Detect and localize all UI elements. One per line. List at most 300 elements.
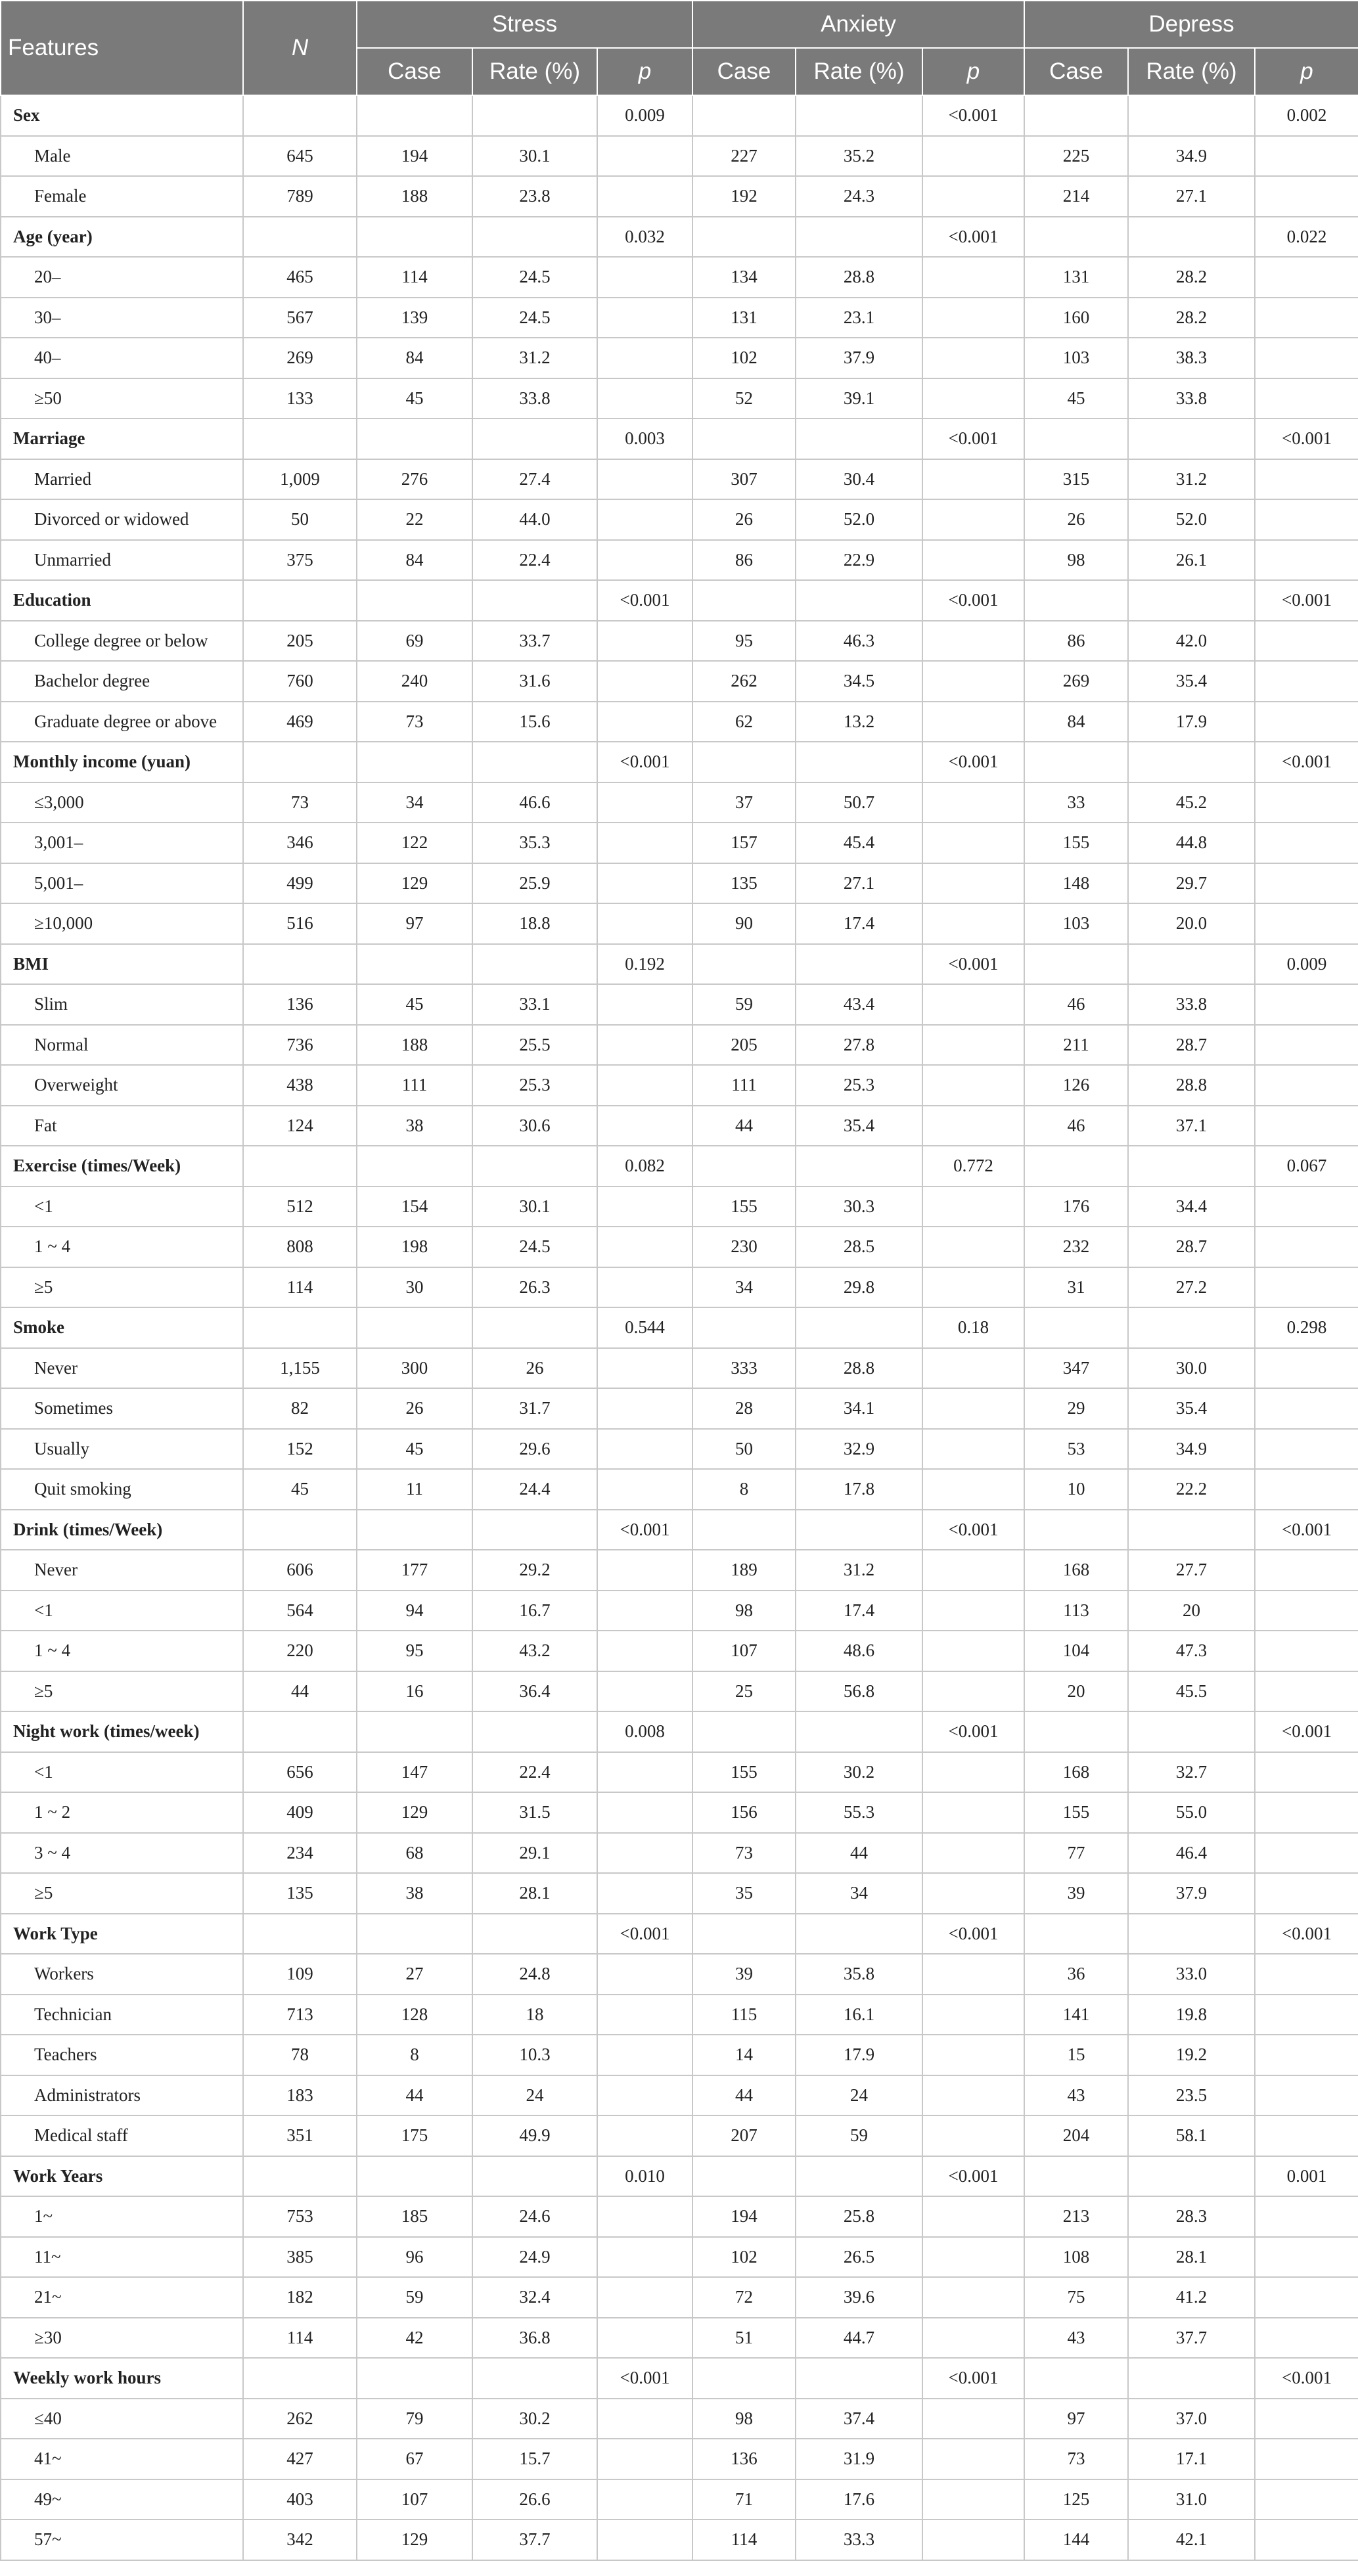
cell-stress-case: 16 — [357, 1671, 472, 1712]
table-row — [1, 1995, 1358, 2035]
cell-depress-case: 103 — [1024, 903, 1128, 944]
cell-stress-case: 73 — [357, 702, 472, 742]
cell-depress-case: 86 — [1024, 621, 1128, 662]
row-label: Weekly work hours — [1, 2358, 243, 2399]
cell-depress-rate: 41.2 — [1128, 2277, 1255, 2318]
row-label: 3 ~ 4 — [1, 1833, 243, 1874]
cell-anxiety-p: <0.001 — [922, 742, 1024, 782]
cell-stress-p — [597, 1954, 692, 1995]
category-row — [1, 2358, 1358, 2399]
header-group-depress: Depress — [1024, 1, 1358, 48]
cell-stress-rate: 28.1 — [472, 1873, 597, 1914]
cell-stress-case: 188 — [357, 1025, 472, 1066]
row-label: 21~ — [1, 2277, 243, 2318]
cell-stress-case: 194 — [357, 136, 472, 177]
cell-anxiety-rate: 24 — [796, 2075, 922, 2116]
row-label: Night work (times/week) — [1, 1711, 243, 1752]
cell-stress-p — [597, 2196, 692, 2237]
cell-n: 269 — [243, 338, 357, 378]
cell-stress-p: 0.544 — [597, 1307, 692, 1348]
cell-depress-rate: 37.9 — [1128, 1873, 1255, 1914]
cell-stress-p — [597, 1388, 692, 1429]
cell-anxiety-p — [922, 499, 1024, 540]
cell-depress-case: 204 — [1024, 2115, 1128, 2156]
cell-depress-p — [1255, 1267, 1358, 1308]
cell-depress-rate: 52.0 — [1128, 499, 1255, 540]
cell-anxiety-p: 0.772 — [922, 1146, 1024, 1186]
cell-anxiety-case: 114 — [692, 2520, 796, 2560]
cell-stress-p: 0.032 — [597, 217, 692, 258]
cell-stress-p — [597, 1469, 692, 1510]
cell-depress-case — [1024, 944, 1128, 985]
cell-n: 736 — [243, 1025, 357, 1066]
cell-n — [243, 580, 357, 621]
cell-depress-rate: 38.3 — [1128, 338, 1255, 378]
cell-stress-rate: 26.6 — [472, 2479, 597, 2520]
cell-anxiety-case: 134 — [692, 257, 796, 298]
table-row — [1, 863, 1358, 904]
cell-depress-p — [1255, 2196, 1358, 2237]
cell-anxiety-p — [922, 1833, 1024, 1874]
cell-stress-rate — [472, 1914, 597, 1955]
cell-anxiety-p: <0.001 — [922, 1510, 1024, 1550]
cell-depress-case: 168 — [1024, 1550, 1128, 1591]
cell-depress-case: 104 — [1024, 1631, 1128, 1671]
cell-stress-p — [597, 459, 692, 500]
cell-depress-case: 84 — [1024, 702, 1128, 742]
cell-stress-rate: 25.3 — [472, 1065, 597, 1106]
cell-stress-p: 0.003 — [597, 418, 692, 459]
cell-depress-rate: 42.0 — [1128, 621, 1255, 662]
cell-depress-p — [1255, 1550, 1358, 1591]
cell-anxiety-p — [922, 1065, 1024, 1106]
cell-depress-case: 36 — [1024, 1954, 1128, 1995]
cell-anxiety-rate: 34.1 — [796, 1388, 922, 1429]
cell-stress-case: 96 — [357, 2237, 472, 2278]
cell-stress-case — [357, 2156, 472, 2197]
cell-anxiety-p: <0.001 — [922, 1711, 1024, 1752]
cell-stress-rate — [472, 2358, 597, 2399]
cell-anxiety-p — [922, 2115, 1024, 2156]
cell-depress-p: <0.001 — [1255, 1914, 1358, 1955]
cell-depress-rate: 46.4 — [1128, 1833, 1255, 1874]
cell-depress-p — [1255, 661, 1358, 702]
cell-depress-p — [1255, 1995, 1358, 2035]
cell-stress-p — [597, 2115, 692, 2156]
cell-anxiety-p: <0.001 — [922, 580, 1024, 621]
cell-depress-case: 103 — [1024, 338, 1128, 378]
cell-anxiety-case — [692, 95, 796, 136]
cell-n: 262 — [243, 2399, 357, 2439]
cell-n — [243, 1510, 357, 1550]
header-group-anxiety: Anxiety — [692, 1, 1024, 48]
cell-stress-rate: 30.1 — [472, 136, 597, 177]
cell-n: 133 — [243, 378, 357, 419]
cell-anxiety-case: 34 — [692, 1267, 796, 1308]
row-label: <1 — [1, 1591, 243, 1631]
cell-anxiety-case: 194 — [692, 2196, 796, 2237]
cell-stress-case: 114 — [357, 257, 472, 298]
cell-anxiety-case: 107 — [692, 1631, 796, 1671]
cell-anxiety-p — [922, 2277, 1024, 2318]
cell-depress-case — [1024, 1711, 1128, 1752]
cell-stress-p — [597, 1429, 692, 1470]
cell-depress-p: 0.067 — [1255, 1146, 1358, 1186]
cell-anxiety-rate: 13.2 — [796, 702, 922, 742]
row-label: <1 — [1, 1186, 243, 1227]
cell-depress-case: 43 — [1024, 2075, 1128, 2116]
cell-depress-rate — [1128, 95, 1255, 136]
cell-n — [243, 2358, 357, 2399]
cell-stress-p — [597, 2318, 692, 2359]
cell-anxiety-rate: 35.8 — [796, 1954, 922, 1995]
cell-stress-p — [597, 702, 692, 742]
cell-anxiety-p — [922, 1752, 1024, 1793]
cell-depress-case: 141 — [1024, 1995, 1128, 2035]
cell-stress-case: 42 — [357, 2318, 472, 2359]
cell-anxiety-case — [692, 742, 796, 782]
cell-anxiety-p — [922, 1995, 1024, 2035]
cell-depress-case: 347 — [1024, 1348, 1128, 1389]
row-label: Graduate degree or above — [1, 702, 243, 742]
cell-depress-rate: 34.9 — [1128, 136, 1255, 177]
cell-anxiety-case: 307 — [692, 459, 796, 500]
row-label: 1~ — [1, 2196, 243, 2237]
cell-anxiety-p — [922, 1469, 1024, 1510]
cell-stress-p — [597, 2075, 692, 2116]
cell-depress-p — [1255, 1065, 1358, 1106]
cell-depress-case: 31 — [1024, 1267, 1128, 1308]
cell-anxiety-rate: 17.9 — [796, 2035, 922, 2075]
cell-stress-case: 129 — [357, 2520, 472, 2560]
cell-stress-rate: 49.9 — [472, 2115, 597, 2156]
cell-depress-case: 53 — [1024, 1429, 1128, 1470]
cell-stress-rate: 24.5 — [472, 298, 597, 338]
cell-depress-p — [1255, 1792, 1358, 1833]
cell-stress-case: 147 — [357, 1752, 472, 1793]
table-row — [1, 2479, 1358, 2520]
cell-depress-p — [1255, 1591, 1358, 1631]
cell-stress-case: 122 — [357, 823, 472, 863]
cell-stress-p — [597, 1833, 692, 1874]
table-row — [1, 2399, 1358, 2439]
header-depress-rate: Rate (%) — [1128, 48, 1255, 95]
cell-depress-rate: 19.2 — [1128, 2035, 1255, 2075]
cell-n: 409 — [243, 1792, 357, 1833]
cell-anxiety-rate — [796, 1711, 922, 1752]
cell-stress-case — [357, 944, 472, 985]
cell-stress-p — [597, 2237, 692, 2278]
cell-anxiety-p — [922, 2196, 1024, 2237]
cell-depress-p — [1255, 2318, 1358, 2359]
cell-depress-rate — [1128, 217, 1255, 258]
cell-depress-rate: 31.2 — [1128, 459, 1255, 500]
cell-depress-rate: 33.8 — [1128, 378, 1255, 419]
cell-depress-rate — [1128, 742, 1255, 782]
cell-depress-rate: 35.4 — [1128, 1388, 1255, 1429]
category-row — [1, 944, 1358, 985]
cell-n — [243, 217, 357, 258]
row-label: 3,001– — [1, 823, 243, 863]
cell-depress-rate — [1128, 1711, 1255, 1752]
cell-depress-rate — [1128, 2358, 1255, 2399]
cell-n: 1,009 — [243, 459, 357, 500]
cell-depress-case: 26 — [1024, 499, 1128, 540]
cell-anxiety-rate: 39.6 — [796, 2277, 922, 2318]
header-stress-rate: Rate (%) — [472, 48, 597, 95]
cell-stress-p — [597, 1227, 692, 1267]
table-row — [1, 2115, 1358, 2156]
table-row — [1, 1752, 1358, 1793]
category-row — [1, 580, 1358, 621]
cell-n: 645 — [243, 136, 357, 177]
row-label: Female — [1, 176, 243, 217]
cell-stress-rate — [472, 1711, 597, 1752]
table-row — [1, 1671, 1358, 1712]
cell-depress-p — [1255, 2439, 1358, 2479]
cell-depress-rate: 37.1 — [1128, 1106, 1255, 1146]
cell-depress-p — [1255, 863, 1358, 904]
row-label: 1 ~ 4 — [1, 1227, 243, 1267]
cell-stress-case: 97 — [357, 903, 472, 944]
cell-depress-case: 15 — [1024, 2035, 1128, 2075]
cell-depress-rate: 33.8 — [1128, 984, 1255, 1025]
cell-anxiety-case: 156 — [692, 1792, 796, 1833]
cell-stress-rate: 27.4 — [472, 459, 597, 500]
cell-anxiety-case — [692, 2358, 796, 2399]
row-label: ≥5 — [1, 1671, 243, 1712]
cell-depress-case — [1024, 217, 1128, 258]
cell-anxiety-rate: 31.2 — [796, 1550, 922, 1591]
row-label: Male — [1, 136, 243, 177]
cell-depress-rate: 29.7 — [1128, 863, 1255, 904]
cell-depress-rate: 58.1 — [1128, 2115, 1255, 2156]
cell-stress-p — [597, 2479, 692, 2520]
cell-depress-p — [1255, 1671, 1358, 1712]
cell-depress-p — [1255, 1469, 1358, 1510]
cell-depress-rate: 23.5 — [1128, 2075, 1255, 2116]
category-row — [1, 418, 1358, 459]
cell-anxiety-case: 115 — [692, 1995, 796, 2035]
cell-anxiety-case: 50 — [692, 1429, 796, 1470]
cell-stress-case: 44 — [357, 2075, 472, 2116]
cell-anxiety-rate — [796, 2156, 922, 2197]
cell-depress-case: 176 — [1024, 1186, 1128, 1227]
cell-anxiety-p — [922, 903, 1024, 944]
cell-stress-rate: 32.4 — [472, 2277, 597, 2318]
row-label: 57~ — [1, 2520, 243, 2560]
cell-stress-rate: 26 — [472, 1348, 597, 1389]
row-label: Unmarried — [1, 540, 243, 581]
cell-anxiety-p — [922, 338, 1024, 378]
cell-stress-p — [597, 298, 692, 338]
cell-anxiety-case: 157 — [692, 823, 796, 863]
cell-depress-case: 126 — [1024, 1065, 1128, 1106]
table-row — [1, 984, 1358, 1025]
cell-stress-case: 177 — [357, 1550, 472, 1591]
cell-stress-p: 0.009 — [597, 95, 692, 136]
cell-n: 789 — [243, 176, 357, 217]
cell-depress-rate: 33.0 — [1128, 1954, 1255, 1995]
cell-depress-case — [1024, 580, 1128, 621]
cell-anxiety-case: 72 — [692, 2277, 796, 2318]
category-row — [1, 1510, 1358, 1550]
row-label: Technician — [1, 1995, 243, 2035]
cell-depress-rate: 28.3 — [1128, 2196, 1255, 2237]
table-row — [1, 540, 1358, 581]
cell-anxiety-case: 44 — [692, 1106, 796, 1146]
cell-stress-p — [597, 338, 692, 378]
row-label: ≥10,000 — [1, 903, 243, 944]
cell-stress-rate: 26.3 — [472, 1267, 597, 1308]
cell-anxiety-p — [922, 863, 1024, 904]
cell-stress-case: 8 — [357, 2035, 472, 2075]
cell-stress-case: 84 — [357, 540, 472, 581]
cell-anxiety-rate — [796, 580, 922, 621]
cell-depress-rate: 35.4 — [1128, 661, 1255, 702]
cell-stress-rate: 24 — [472, 2075, 597, 2116]
table-row — [1, 2035, 1358, 2075]
cell-stress-rate: 37.7 — [472, 2520, 597, 2560]
cell-anxiety-p — [922, 298, 1024, 338]
cell-depress-rate: 20 — [1128, 1591, 1255, 1631]
cell-anxiety-rate: 29.8 — [796, 1267, 922, 1308]
cell-depress-case: 131 — [1024, 257, 1128, 298]
cell-stress-p — [597, 257, 692, 298]
cell-depress-rate: 28.2 — [1128, 298, 1255, 338]
cell-depress-p: 0.002 — [1255, 95, 1358, 136]
cell-stress-p — [597, 2277, 692, 2318]
table-row — [1, 2520, 1358, 2560]
cell-stress-case — [357, 1711, 472, 1752]
cell-n: 346 — [243, 823, 357, 863]
cell-anxiety-rate — [796, 1510, 922, 1550]
cell-anxiety-case — [692, 1146, 796, 1186]
cell-depress-p — [1255, 1106, 1358, 1146]
cell-n: 808 — [243, 1227, 357, 1267]
cell-anxiety-case: 37 — [692, 782, 796, 823]
cell-n: 342 — [243, 2520, 357, 2560]
row-label: Divorced or widowed — [1, 499, 243, 540]
cell-anxiety-p: <0.001 — [922, 95, 1024, 136]
cell-stress-rate: 24.8 — [472, 1954, 597, 1995]
cell-depress-case: 213 — [1024, 2196, 1128, 2237]
cell-depress-p — [1255, 2115, 1358, 2156]
cell-stress-p — [597, 1025, 692, 1066]
cell-stress-p — [597, 1186, 692, 1227]
cell-n: 183 — [243, 2075, 357, 2116]
cell-anxiety-rate: 37.4 — [796, 2399, 922, 2439]
cell-anxiety-case: 52 — [692, 378, 796, 419]
cell-anxiety-rate: 16.1 — [796, 1995, 922, 2035]
cell-anxiety-rate: 22.9 — [796, 540, 922, 581]
cell-depress-p: <0.001 — [1255, 580, 1358, 621]
row-label: BMI — [1, 944, 243, 985]
cell-anxiety-case — [692, 1510, 796, 1550]
cell-anxiety-rate: 30.3 — [796, 1186, 922, 1227]
cell-stress-p — [597, 1106, 692, 1146]
cell-n: 114 — [243, 2318, 357, 2359]
cell-stress-p: 0.192 — [597, 944, 692, 985]
cell-anxiety-case: 62 — [692, 702, 796, 742]
cell-depress-rate: 42.1 — [1128, 2520, 1255, 2560]
cell-stress-case: 154 — [357, 1186, 472, 1227]
cell-stress-case: 68 — [357, 1833, 472, 1874]
cell-depress-rate — [1128, 1914, 1255, 1955]
cell-n — [243, 1307, 357, 1348]
cell-depress-rate: 37.0 — [1128, 2399, 1255, 2439]
cell-depress-rate: 34.9 — [1128, 1429, 1255, 1470]
category-row — [1, 1307, 1358, 1348]
row-label: 20– — [1, 257, 243, 298]
category-row — [1, 95, 1358, 136]
cell-n: 499 — [243, 863, 357, 904]
cell-anxiety-rate: 17.6 — [796, 2479, 922, 2520]
cell-stress-case: 34 — [357, 782, 472, 823]
row-label: Age (year) — [1, 217, 243, 258]
cell-stress-rate: 29.6 — [472, 1429, 597, 1470]
category-row — [1, 742, 1358, 782]
cell-anxiety-p — [922, 2318, 1024, 2359]
cell-anxiety-case — [692, 217, 796, 258]
cell-stress-p — [597, 378, 692, 419]
row-label: College degree or below — [1, 621, 243, 662]
cell-anxiety-case — [692, 418, 796, 459]
cell-stress-case: 45 — [357, 1429, 472, 1470]
cell-n: 753 — [243, 2196, 357, 2237]
cell-stress-p — [597, 1752, 692, 1793]
cell-n: 78 — [243, 2035, 357, 2075]
cell-depress-rate: 28.1 — [1128, 2237, 1255, 2278]
cell-stress-case: 175 — [357, 2115, 472, 2156]
row-label: Sometimes — [1, 1388, 243, 1429]
cell-anxiety-rate: 37.9 — [796, 338, 922, 378]
cell-anxiety-p: <0.001 — [922, 1914, 1024, 1955]
header-anxiety-rate: Rate (%) — [796, 48, 922, 95]
cell-anxiety-p — [922, 2479, 1024, 2520]
cell-depress-case: 75 — [1024, 2277, 1128, 2318]
cell-n: 375 — [243, 540, 357, 581]
cell-depress-case: 225 — [1024, 136, 1128, 177]
cell-depress-case: 155 — [1024, 1792, 1128, 1833]
row-label: 30– — [1, 298, 243, 338]
cell-depress-rate: 17.9 — [1128, 702, 1255, 742]
header-stress-p: p — [597, 48, 692, 95]
row-label: Fat — [1, 1106, 243, 1146]
cell-stress-rate — [472, 742, 597, 782]
cell-stress-case: 26 — [357, 1388, 472, 1429]
table-row — [1, 1106, 1358, 1146]
cell-depress-p — [1255, 136, 1358, 177]
cell-n: 760 — [243, 661, 357, 702]
cell-n: 403 — [243, 2479, 357, 2520]
cell-anxiety-rate: 50.7 — [796, 782, 922, 823]
cell-depress-p: <0.001 — [1255, 418, 1358, 459]
cell-depress-case: 10 — [1024, 1469, 1128, 1510]
cell-depress-case: 46 — [1024, 984, 1128, 1025]
cell-stress-p — [597, 984, 692, 1025]
cell-depress-p — [1255, 2237, 1358, 2278]
cell-anxiety-case: 26 — [692, 499, 796, 540]
cell-n — [243, 2156, 357, 2197]
cell-anxiety-rate: 26.5 — [796, 2237, 922, 2278]
row-label: ≥50 — [1, 378, 243, 419]
cell-anxiety-rate — [796, 217, 922, 258]
category-row — [1, 217, 1358, 258]
row-label: Medical staff — [1, 2115, 243, 2156]
cell-depress-rate: 20.0 — [1128, 903, 1255, 944]
cell-anxiety-p — [922, 1348, 1024, 1389]
